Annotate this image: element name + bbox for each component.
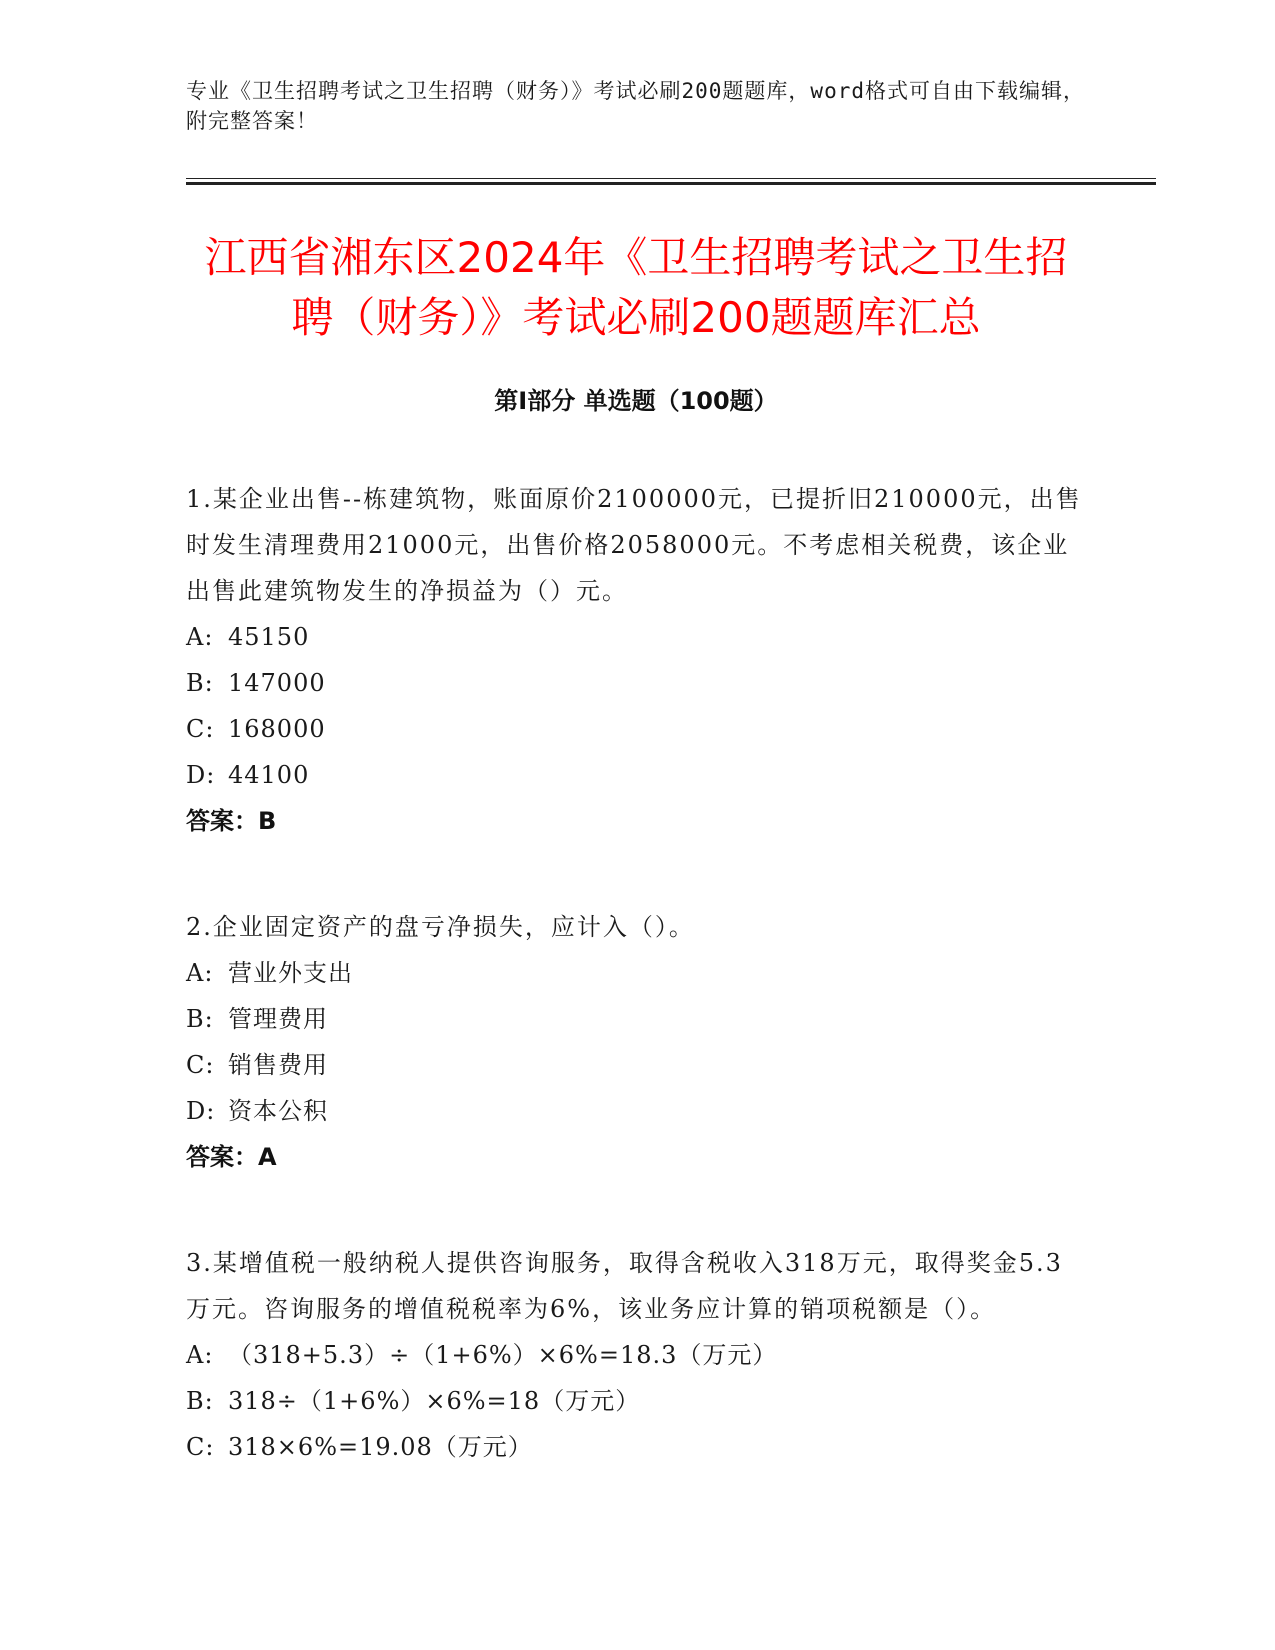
question-2: [186, 904, 1086, 1180]
option-text: 318×6%=19.08（万元）: [228, 1433, 533, 1461]
question-stem: 1.某企业出售--栋建筑物，账面原价2100000元，已提折旧210000元，出售时发生清理费用21000元，出售价格2058000元。不考虑相关税费，该企业出售此建筑物发生的净损益为（）元。: [186, 485, 1082, 605]
answer-line: 答案：A: [186, 1143, 277, 1171]
option-text: 44100: [228, 761, 310, 789]
option-letter: C:: [186, 1051, 215, 1079]
header-divider-thin: [186, 178, 1156, 179]
option-letter: C:: [186, 1433, 215, 1461]
option-b: [186, 996, 1086, 1042]
option-text: 318÷（1+6%）×6%=18（万元）: [228, 1387, 641, 1415]
question-stem: 2.企业固定资产的盘亏净损失，应计入（）。: [186, 913, 695, 941]
question-1: [186, 476, 1086, 844]
option-letter: B:: [186, 1005, 214, 1033]
question-3: [186, 1240, 1086, 1470]
option-letter: A:: [186, 959, 214, 987]
option-text: 147000: [228, 669, 326, 697]
header-divider-thick: [186, 182, 1156, 185]
option-letter: C:: [186, 715, 215, 743]
section-heading: 第Ⅰ部分 单选题（100题）: [494, 387, 778, 415]
option-letter: A:: [186, 623, 214, 651]
question-list: [186, 476, 1086, 1530]
option-c: [186, 1424, 1086, 1470]
option-text: 168000: [228, 715, 326, 743]
option-letter: D:: [186, 1097, 216, 1125]
option-a: [186, 1332, 1086, 1378]
answer-line: 答案：B: [186, 807, 277, 835]
option-c: [186, 706, 1086, 752]
option-d: [186, 752, 1086, 798]
option-c: [186, 1042, 1086, 1088]
question-stem: 3.某增值税一般纳税人提供咨询服务，取得含税收入318万元，取得奖金5.3万元。咨询服务的增值税税率为6%，该业务应计算的销项税额是（）。: [186, 1249, 1063, 1323]
option-b: [186, 1378, 1086, 1424]
option-text: 营业外支出: [228, 959, 353, 987]
option-text: 销售费用: [228, 1051, 328, 1079]
option-b: [186, 660, 1086, 706]
option-a: [186, 950, 1086, 996]
option-d: [186, 1088, 1086, 1134]
option-letter: B:: [186, 669, 214, 697]
option-text: 资本公积: [228, 1097, 328, 1125]
option-letter: A:: [186, 1341, 214, 1369]
document-title: 江西省湘东区2024年《卫生招聘考试之卫生招聘（财务）》考试必刷200题题库汇总: [204, 233, 1068, 342]
option-text: 管理费用: [228, 1005, 328, 1033]
option-a: [186, 614, 1086, 660]
header-note: 专业《卫生招聘考试之卫生招聘（财务）》考试必刷200题题库，word格式可自由下载编辑，附完整答案！: [186, 79, 1085, 133]
option-letter: D:: [186, 761, 216, 789]
option-text: 45150: [228, 623, 310, 651]
option-letter: B:: [186, 1387, 214, 1415]
option-text: （318+5.3）÷（1+6%）×6%=18.3（万元）: [228, 1341, 778, 1369]
